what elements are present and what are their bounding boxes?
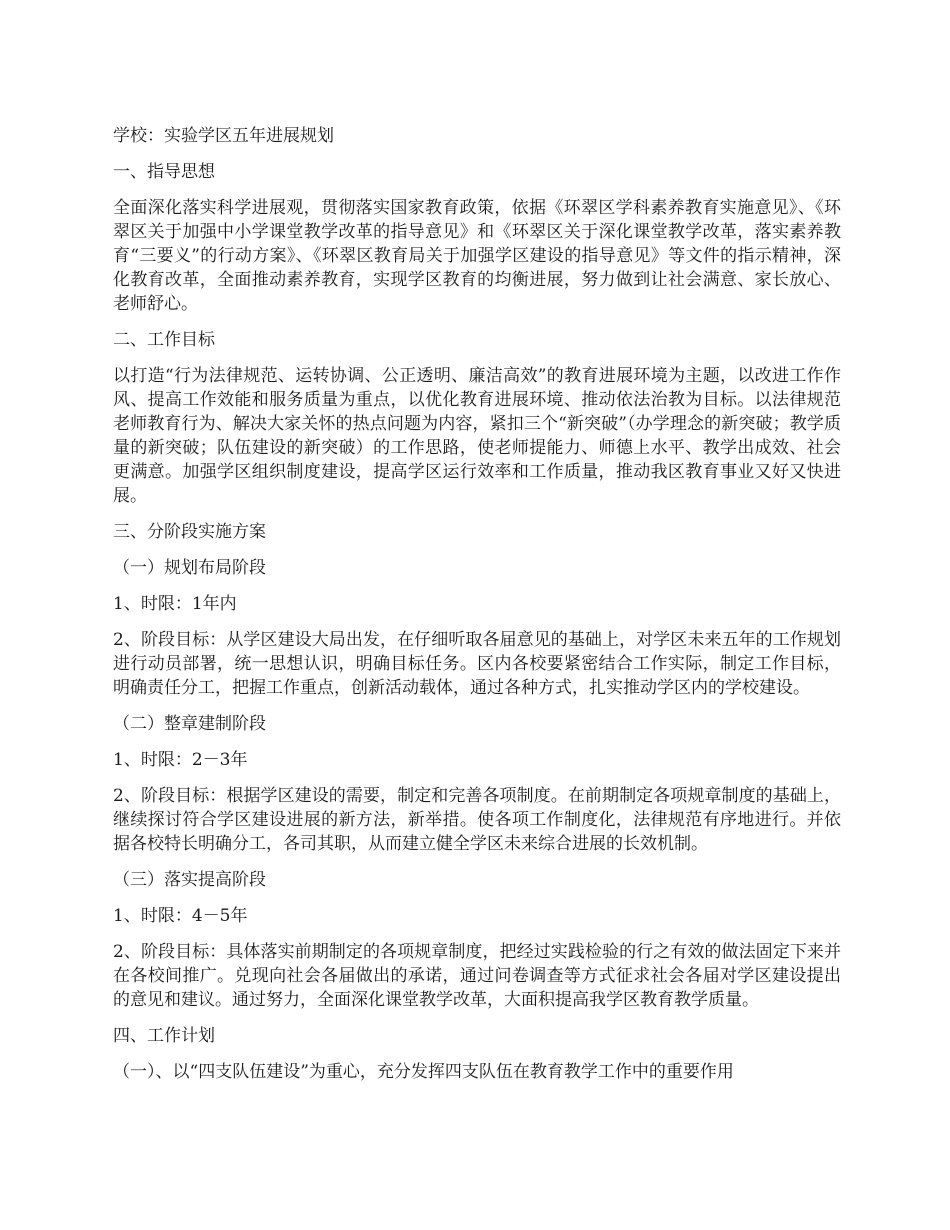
section-heading-guiding-thought: 一、指导思想 bbox=[113, 162, 215, 182]
section-heading-phased-plan: 三、分阶段实施方案 bbox=[113, 522, 266, 542]
phase-2-goals: 2、阶段目标：根据学区建设的需要，制定和完善各项制度。在前期制定各项规章制度的基础上，继续探讨符合学区建设进展的新方法，新举措。使各项工作制度化，法律规范有序地进行。并依据各校特长明确分工，各司其职，从而建立健全学区未来综合进展的长效机制。 bbox=[113, 786, 841, 854]
document-title: 学校：实验学区五年进展规划 bbox=[113, 126, 334, 146]
paragraph-work-goals: 以打造“行为法律规范、运转协调、公正透明、廉洁高效”的教育进展环境为主题，以改进工作作风、提高工作效能和服务质量为重点，以优化教育进展环境、推动依法治教为目标。以法律规范老师教育行为、解决大家关怀的热点问题为内容，紧扣三个“新突破”（办学理念的新突破；教学质量的新突破；队伍建设的新突破）的工作思路，使老师提能力、师德上水平、教学出成效、社会更满意。加强学区组织制度建设，提高学区运行效率和工作质量，推动我区教育事业又好又快进展。 bbox=[113, 366, 841, 506]
paragraph-guiding-thought: 全面深化落实科学进展观，贯彻落实国家教育政策，依据《环翠区学科素养教育实施意见》、《环翠区关于加强中小学课堂教学改革的指导意见》和《环翠区关于深化课堂教学改革，落实素养教育“三要义”的行动方案》、《环翠区教育局关于加强学区建设的指导意见》等文件的指示精神，深化教育改革，全面推动素养教育，实现学区教育的均衡进展，努力做到让社会满意、家长放心、老师舒心。 bbox=[113, 198, 841, 314]
subheading-phase-3: （三）落实提高阶段 bbox=[113, 870, 266, 890]
section-heading-work-plan: 四、工作计划 bbox=[113, 1026, 215, 1046]
section-heading-work-goals: 二、工作目标 bbox=[113, 330, 215, 350]
document-page bbox=[113, 124, 841, 1096]
work-plan-item-1: （一）、以“四支队伍建设”为重心，充分发挥四支队伍在教育教学工作中的重要作用 bbox=[113, 1062, 734, 1082]
phase-1-goals: 2、阶段目标：从学区建设大局出发，在仔细听取各届意见的基础上，对学区未来五年的工作规划进行动员部署，统一思想认识，明确目标任务。区内各校要紧密结合工作实际，制定工作目标，明确责任分工，把握工作重点，创新活动载体，通过各种方式，扎实推动学区内的学校建设。 bbox=[113, 630, 841, 698]
phase-1-time-limit: 1、时限：1年内 bbox=[113, 594, 237, 614]
subheading-phase-1: （一）规划布局阶段 bbox=[113, 558, 266, 578]
phase-3-time-limit: 1、时限：4－5年 bbox=[113, 906, 248, 926]
phase-3-goals: 2、阶段目标：具体落实前期制定的各项规章制度，把经过实践检验的行之有效的做法固定下来并在各校间推广。兑现向社会各届做出的承诺，通过问卷调查等方式征求社会各届对学区建设提出的意见和建议。通过努力，全面深化课堂教学改革，大面积提高我学区教育教学质量。 bbox=[113, 942, 841, 1010]
phase-2-time-limit: 1、时限：2－3年 bbox=[113, 750, 248, 770]
subheading-phase-2: （二）整章建制阶段 bbox=[113, 714, 266, 734]
